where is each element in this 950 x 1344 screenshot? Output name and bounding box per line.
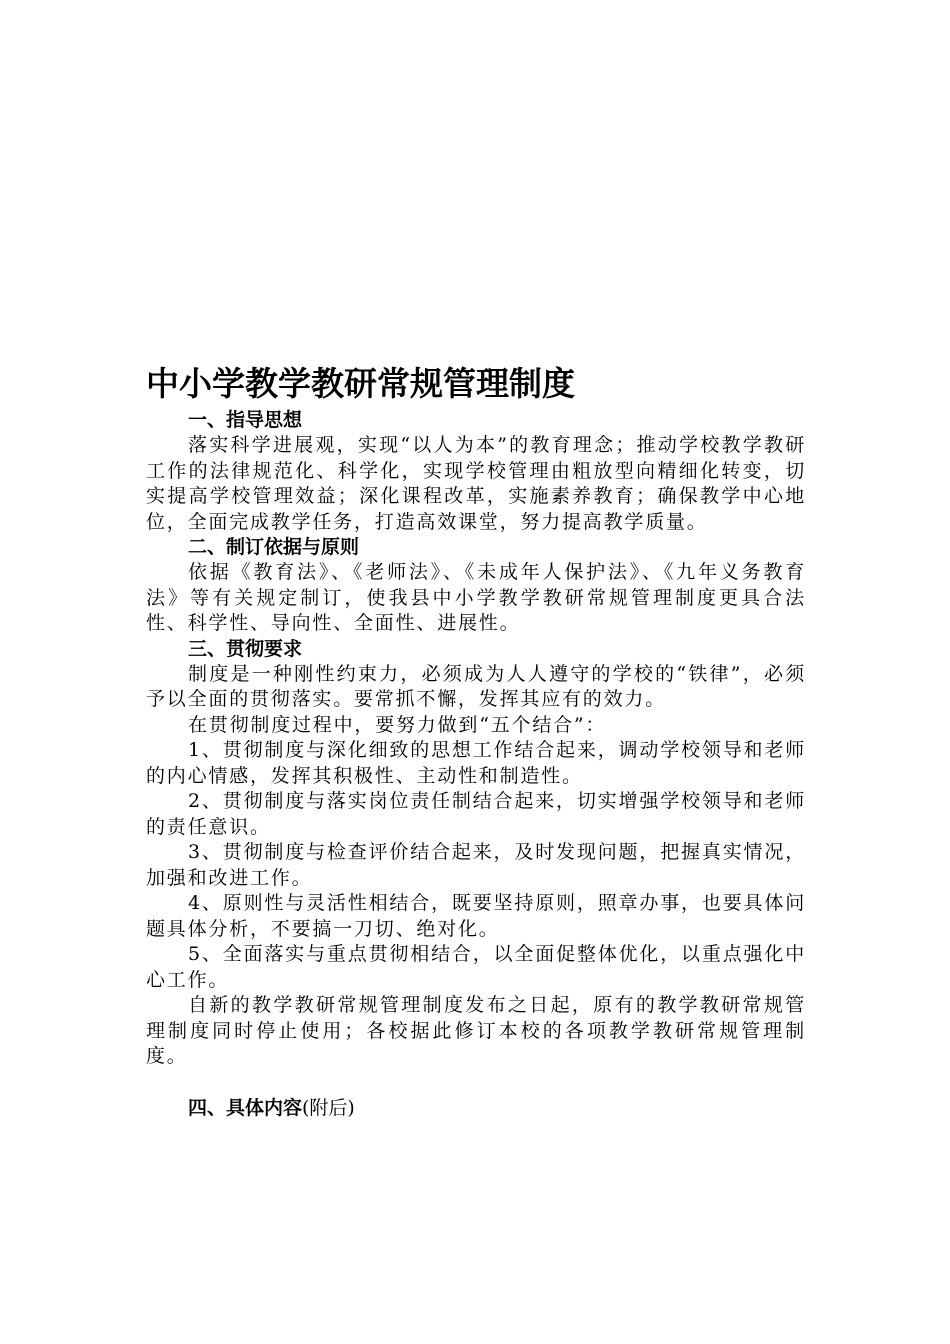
appendix-note: (附后) — [302, 1096, 355, 1119]
paragraph-effective-date: 自新的教学教研常规管理制度发布之日起，原有的教学教研常规管理制度同时停止使用；各校据此修订本校的各项教学教研常规管理制度。 — [146, 994, 806, 1067]
paragraph-basis-principles: 依据《教育法》、《老师法》、《未成年人保护法》、《九年义务教育法》等有关规定制订，使我县中小学教学教研常规管理制度更具合法性、科学性、导向性、全面性、进展性。 — [146, 561, 806, 634]
paragraph-guiding-ideology: 落实科学进展观，实现“以人为本”的教育理念；推动学校教学教研工作的法律规范化、科学化，实现学校管理由粗放型向精细化转变，切实提高学校管理效益；深化课程改革，实施素养教育；确保教学中心地位，全面完成教学任务，打造高效课堂，努力提高教学质量。 — [146, 434, 806, 533]
paragraph-five-combinations: 在贯彻制度过程中，要努力做到“五个结合”： — [188, 713, 607, 736]
paragraph-rigid-constraint: 制度是一种刚性约束力，必须成为人人遵守的学校的“铁律”，必须予以全面的贯彻落实。要常抓不懈，发挥其应有的效力。 — [146, 662, 806, 710]
section-heading-specific-content-label: 四、具体内容 — [188, 1096, 303, 1119]
section-heading-implementation-requirements: 三、贯彻要求 — [188, 637, 303, 660]
document-page — [146, 360, 806, 1121]
spacer — [146, 1070, 806, 1096]
section-heading-basis-principles: 二、制订依据与原则 — [188, 536, 360, 558]
section-heading-specific-content — [146, 1096, 806, 1121]
section-heading-guiding-ideology: 一、指导思想 — [188, 409, 303, 431]
list-item-combination-3: 3、贯彻制度与检查评价结合起来，及时发现问题，把握真实情况，加强和改进工作。 — [146, 841, 806, 889]
list-item-combination-5: 5、全面落实与重点贯彻相结合，以全面促整体优化，以重点强化中心工作。 — [146, 943, 806, 991]
list-item-combination-2: 2、贯彻制度与落实岗位责任制结合起来，切实增强学校领导和老师的责任意识。 — [146, 790, 806, 838]
document-title: 中小学教学教研常规管理制度 — [146, 364, 575, 403]
list-item-combination-4: 4、原则性与灵活性相结合，既要坚持原则，照章办事，也要具体问题具体分析，不要搞一刀切、绝对化。 — [146, 892, 806, 940]
list-item-combination-1: 1、贯彻制度与深化细致的思想工作结合起来，调动学校领导和老师的内心情感，发挥其积极性、主动性和制造性。 — [146, 739, 806, 787]
